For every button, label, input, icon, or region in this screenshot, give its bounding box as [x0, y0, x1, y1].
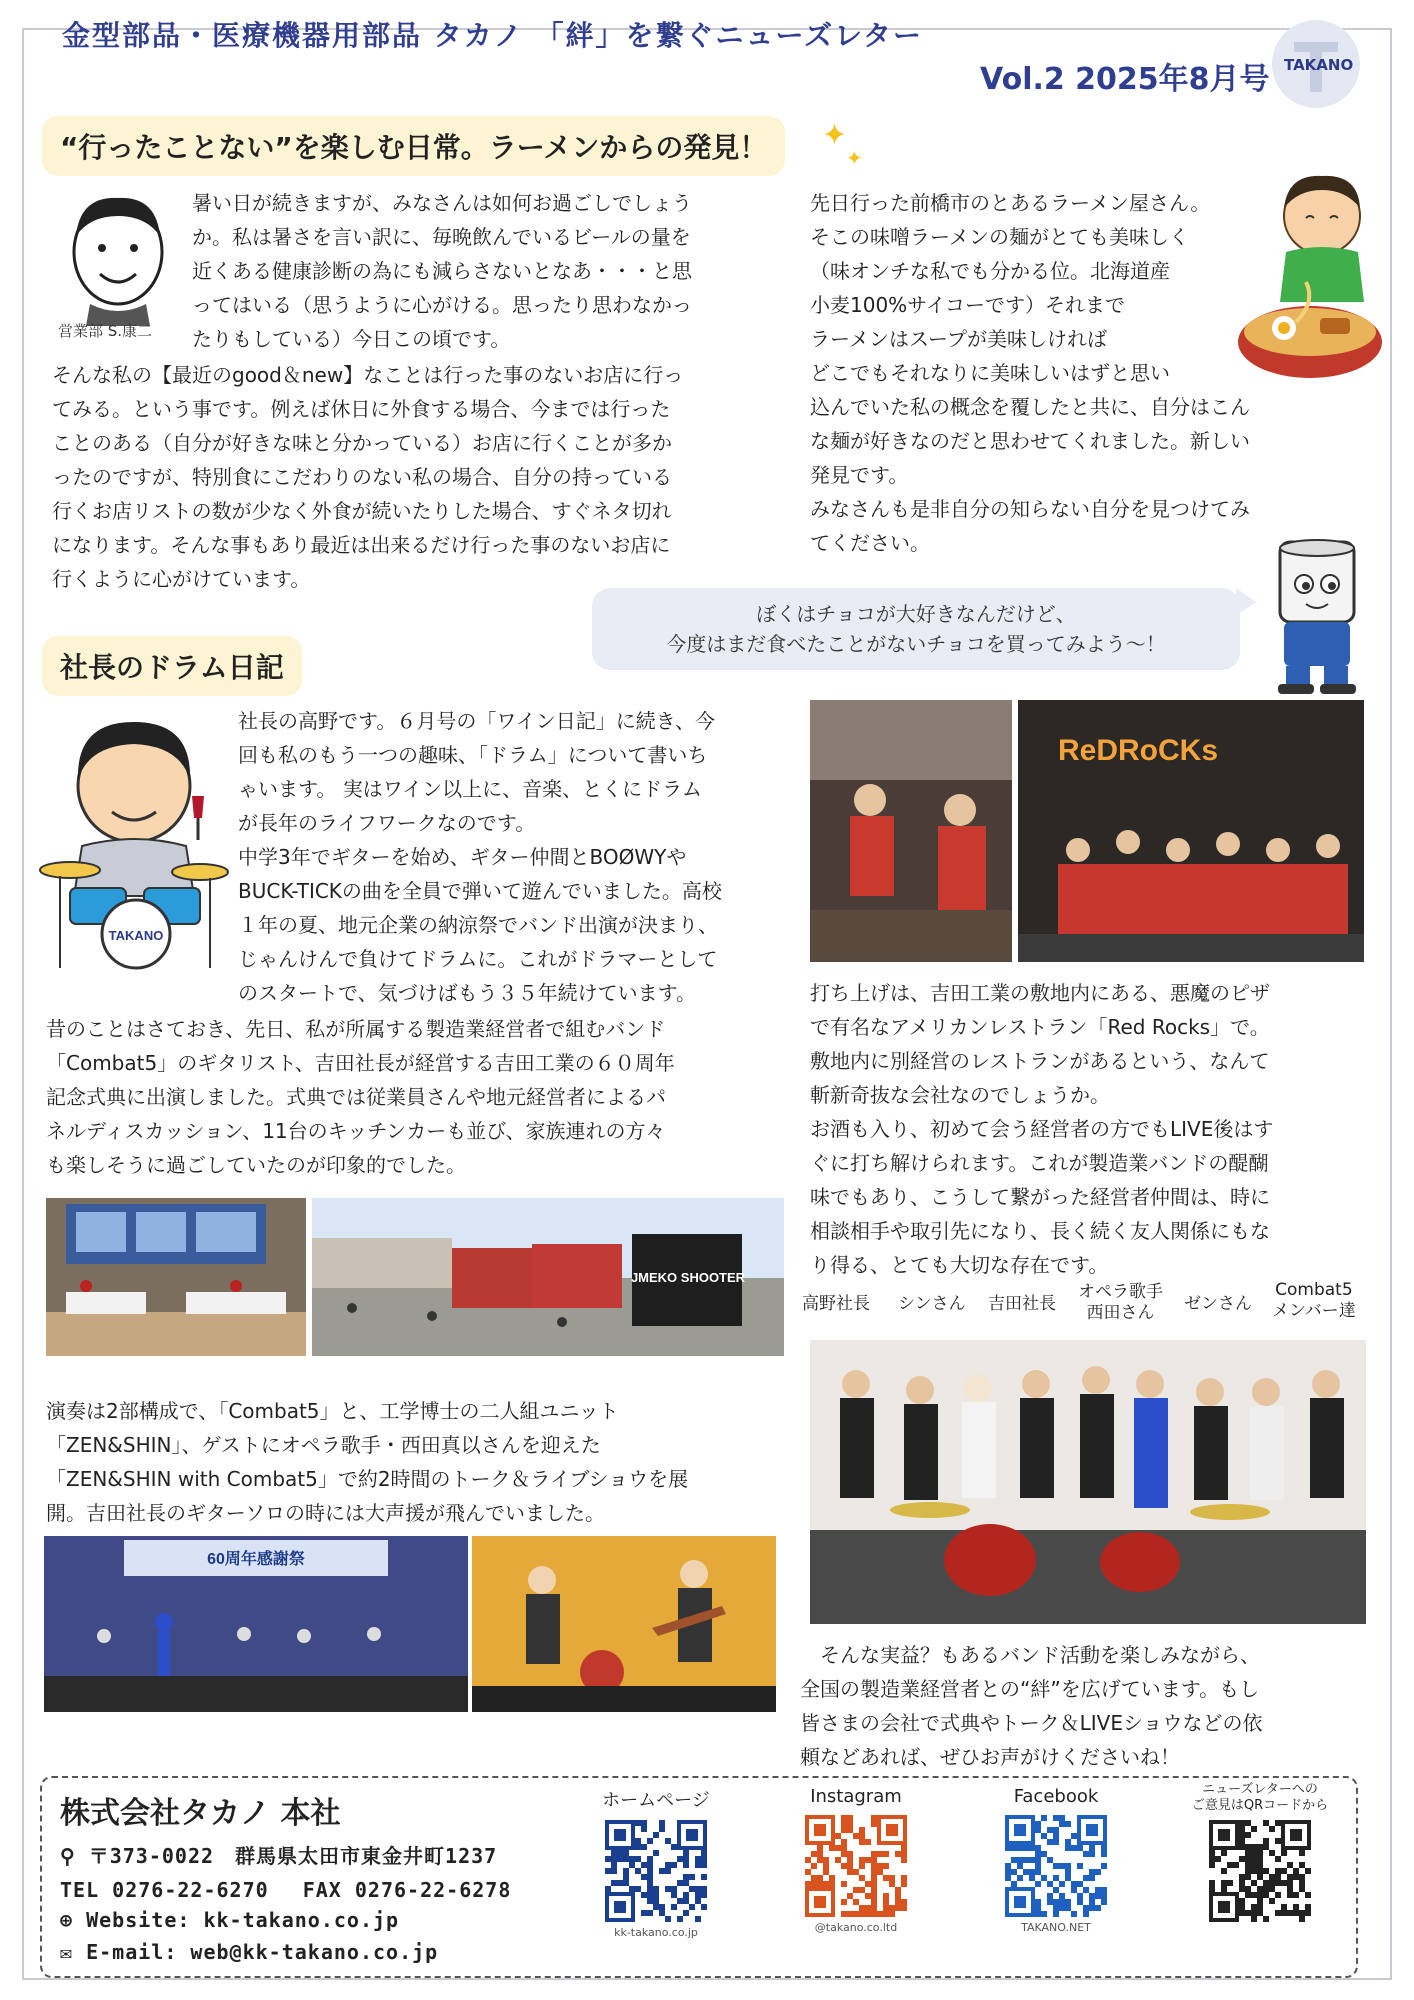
band-members-photo — [810, 1340, 1366, 1624]
bubble-tail — [1236, 588, 1256, 616]
mascot-illustration — [1262, 536, 1372, 694]
member-label: Combat5 メンバー達 — [1272, 1280, 1356, 1321]
logo-text: TAKANO — [1284, 56, 1354, 74]
text-line: 社長の高野です。６月号の「ワイン日記」に続き、今 — [238, 709, 715, 733]
member-label: ゼンさん — [1184, 1294, 1252, 1314]
article1-paragraph2 — [52, 358, 794, 596]
article1-intro — [192, 186, 792, 356]
article2-paragraph3 — [46, 1394, 788, 1530]
qr-facebook-block[interactable] — [986, 1786, 1126, 1934]
food-trucks-photo — [312, 1198, 784, 1356]
bubble-line: ぼくはチョコが大好きなんだけど、 — [756, 602, 1076, 626]
footer-contact-box — [40, 1776, 1358, 1978]
address-text: 〒373-0022 群馬県太田市東金井町1237 — [88, 1844, 498, 1868]
qr-homepage-block[interactable] — [586, 1786, 726, 1939]
text-line: 演奏は2部構成で、「Combat5」と、工学博士の二人組ユニット — [46, 1399, 619, 1423]
text-line: も楽しそうに過ごしていたのが印象的でした。 — [46, 1153, 466, 1177]
website-row[interactable] — [60, 1908, 399, 1932]
newsletter-title: 金型部品・医療機器用部品 タカノ 「絆」を繋ぐニューズレター — [62, 19, 923, 52]
text-line: そんな実益？もあるバンド活動を楽しみながら、 — [800, 1643, 1260, 1667]
text-line: 行くお店リストの数が少なく外食が続いたりした場合、すぐネタ切れ — [52, 499, 672, 523]
text-line: ゃいます。 実はワイン以上に、音楽、とくにドラム — [238, 777, 702, 801]
text-line: そんな私の【最近のgood＆new】なことは行った事のないお店に行っ — [52, 363, 684, 387]
volume-date: Vol.2 2025年8月号 — [980, 62, 1270, 97]
text-line: 「ZEN&SHIN with Combat5」で約2時間のトーク＆ライブショウを展 — [46, 1467, 689, 1491]
text-line: ったのですが、特別食にこだわりのない私の場合、自分の持っている — [52, 465, 672, 489]
text-line: 相談相手や取引先になり、長く続く友人関係にもな — [810, 1219, 1270, 1243]
president-drummer-illustration — [30, 700, 234, 972]
red-rocks-sign: ReDRoCKs — [1057, 734, 1219, 767]
phone-fax: TEL 0276-22-6270 FAX 0276-22-6278 — [60, 1878, 512, 1902]
text-line: な麺が好きなのだと思わせてくれました。新しい — [810, 429, 1250, 453]
anniversary-stage-photo — [44, 1536, 468, 1712]
text-line: 「Combat5」のギタリスト、吉田社長が経営する吉田工業の６０周年 — [46, 1051, 675, 1075]
company-name: 株式会社タカノ 本社 — [60, 1796, 341, 1831]
location-pin-icon: ⚲ — [60, 1844, 76, 1868]
feedback-qr-code[interactable] — [1209, 1820, 1311, 1922]
banner-text: 60周年感謝祭 — [207, 1551, 305, 1568]
instagram-qr-code[interactable] — [805, 1815, 907, 1917]
article2-closing — [800, 1638, 1366, 1774]
text-line: 味でもあり、こうして繋がった経営者仲間は、時に — [810, 1185, 1270, 1209]
sparkle-small-icon: ✦ — [846, 146, 863, 170]
text-line: か。私は暑さを言い訳に、毎晩飲んでいるビールの量を — [192, 225, 691, 249]
member-labels — [800, 1280, 1370, 1340]
text-line: 「ZEN&SHIN」、ゲストにオペラ歌手・西田真以さんを迎えた — [46, 1433, 601, 1457]
article1-title: “行ったことない”を楽しむ日常。ラーメンからの発見！ — [42, 116, 785, 176]
text-line: （味オンチな私でも分かる位。北海道産 — [810, 259, 1170, 283]
address-row — [60, 1840, 497, 1869]
qr-feedback-block[interactable] — [1190, 1782, 1330, 1926]
text-line: になります。そんな事もあり最近は出来るだけ行った事のないお店に — [52, 533, 671, 557]
ramen-eater-illustration — [1236, 172, 1386, 394]
guitar-solo-photo — [472, 1536, 776, 1712]
article2-title: 社長のドラム日記 — [42, 636, 302, 696]
text-line: てください。 — [810, 531, 930, 555]
text-line: 行くように心がけています。 — [52, 567, 311, 591]
member-label: シンさん — [898, 1294, 966, 1314]
article2-right-paragraph2 — [810, 1112, 1366, 1282]
text-line: 打ち上げは、吉田工業の敷地内にある、悪魔のピザ — [810, 981, 1270, 1005]
qr-caption: TAKANO.NET — [1021, 1921, 1091, 1934]
text-line: 小麦100%サイコーです）それまで — [810, 293, 1125, 317]
text-line: 中学3年でギターを始め、ギター仲間とBOØWYや — [238, 845, 687, 869]
article2-paragraph2 — [46, 1012, 788, 1182]
mail-icon: ✉ — [60, 1940, 74, 1964]
text-line: 込んでいた私の概念を覆したと共に、自分はこん — [810, 395, 1250, 419]
author-portrait — [50, 186, 186, 326]
text-line: 先日行った前橋市のとあるラーメン屋さん。 — [810, 191, 1211, 215]
globe-icon: ⊕ — [60, 1908, 74, 1932]
email-text[interactable]: E-mail: web@kk-takano.co.jp — [86, 1940, 439, 1964]
text-line: で有名なアメリカンレストラン「Red Rocks」で。 — [810, 1015, 1270, 1039]
article2-right-paragraph1 — [810, 976, 1366, 1112]
text-line: てみる。という事です。例えば休日に外食する場合、今までは行った — [52, 397, 671, 421]
text-line: ラーメンはスープが美味しければ — [810, 327, 1107, 351]
text-line: たりもしている）今日この頃です。 — [192, 327, 511, 351]
text-line: 回も私のもう一つの趣味、「ドラム」について書いち — [238, 743, 708, 767]
qr-label: ホームページ — [602, 1790, 710, 1811]
text-line: が長年のライフワークなのです。 — [238, 811, 536, 835]
author-caption: 営業部 S.康二 — [58, 322, 153, 340]
text-line: じゃんけんで負けてドラムに。これがドラマーとして — [238, 947, 718, 971]
qr-label: ニューズレターへの ご意見はQRコードから — [1191, 1782, 1329, 1813]
text-line: 昔のことはさておき、先日、私が所属する製造業経営者で組むバンド — [46, 1017, 666, 1041]
drum-logo-text: TAKANO — [108, 928, 164, 943]
text-line: ことのある（自分が好きな味と分かっている）お店に行くことが多か — [52, 431, 672, 455]
text-line: 頼などあれば、ぜひお声がけくださいね！ — [800, 1745, 1180, 1769]
truck-sign-text: JMEKO SHOOTER — [630, 1270, 746, 1285]
text-line: １年の夏、地元企業の納涼祭でバンド出演が決まり、 — [238, 913, 718, 937]
website-text[interactable]: Website: kk-takano.co.jp — [86, 1908, 400, 1932]
text-line: そこの味噌ラーメンの麺がとても美味しく — [810, 225, 1189, 249]
member-label: オペラ歌手 西田さん — [1078, 1282, 1163, 1323]
email-row[interactable] — [60, 1940, 438, 1964]
text-line: 開。吉田社長のギターソロの時には大声援が飛んでいました。 — [46, 1501, 605, 1525]
red-rocks-group-photo — [1018, 700, 1364, 962]
text-line: どこでもそれなりに美味しいはずと思い — [810, 361, 1170, 385]
sparkle-icon: ✦ — [822, 118, 848, 153]
bubble-line: 今度はまだ食べたことがないチョコを買ってみよう～！ — [666, 632, 1166, 656]
text-line: ネルディスカッション、11台のキッチンカーも並び、家族連れの方々 — [46, 1119, 666, 1143]
text-line: ってはいる（思うように心がける。思ったり思わなかっ — [192, 293, 692, 317]
text-line: 記念式典に出演しました。式典では従業員さんや地元経営者によるパ — [46, 1085, 666, 1109]
text-line: BUCK-TICKの曲を全員で弾いて遊んでいました。高校 — [238, 879, 722, 903]
article2-intro — [238, 704, 786, 1010]
qr-caption: @takano.co.ltd — [814, 1921, 898, 1934]
qr-label: Instagram — [810, 1786, 902, 1807]
takano-logo — [1268, 16, 1364, 112]
text-line: 皆さまの会社で式典やトーク＆LIVEショウなどの依 — [800, 1711, 1263, 1735]
text-line: 斬新奇抜な会社なのでしょうか。 — [810, 1083, 1110, 1107]
text-line: 発見です。 — [810, 463, 909, 487]
qr-label: Facebook — [1013, 1786, 1099, 1807]
text-line: 近くある健康診断の為にも減らさないとなあ・・・と思 — [192, 259, 692, 283]
text-line: みなさんも是非自分の知らない自分を見つけてみ — [810, 497, 1250, 521]
ceremony-stage-photo — [46, 1198, 306, 1356]
member-label: 高野社長 — [802, 1294, 870, 1314]
party-restaurant-photo — [810, 700, 1012, 962]
qr-instagram-block[interactable] — [786, 1786, 926, 1934]
text-line: お酒も入り、初めて会う経営者の方でもLIVE後はす — [810, 1117, 1274, 1141]
facebook-qr-code[interactable] — [1005, 1815, 1107, 1917]
qr-caption: kk-takano.co.jp — [614, 1926, 698, 1939]
text-line: のスタートで、気づけばもう３５年続けています。 — [238, 981, 696, 1005]
mascot-speech-bubble — [592, 588, 1240, 670]
text-line: り得る、とても大切な存在です。 — [810, 1253, 1109, 1277]
text-line: ぐに打ち解けられます。これが製造業バンドの醍醐 — [810, 1151, 1269, 1175]
text-line: 暑い日が続きますが、みなさんは如何お過ごしでしょう — [192, 191, 692, 215]
member-label: 吉田社長 — [988, 1294, 1056, 1314]
text-line: 敷地内に別経営のレストランがあるという、なんて — [810, 1049, 1270, 1073]
homepage-qr-code[interactable] — [605, 1820, 707, 1922]
text-line: 全国の製造業経営者との“絆”を広げています。もし — [800, 1677, 1260, 1701]
